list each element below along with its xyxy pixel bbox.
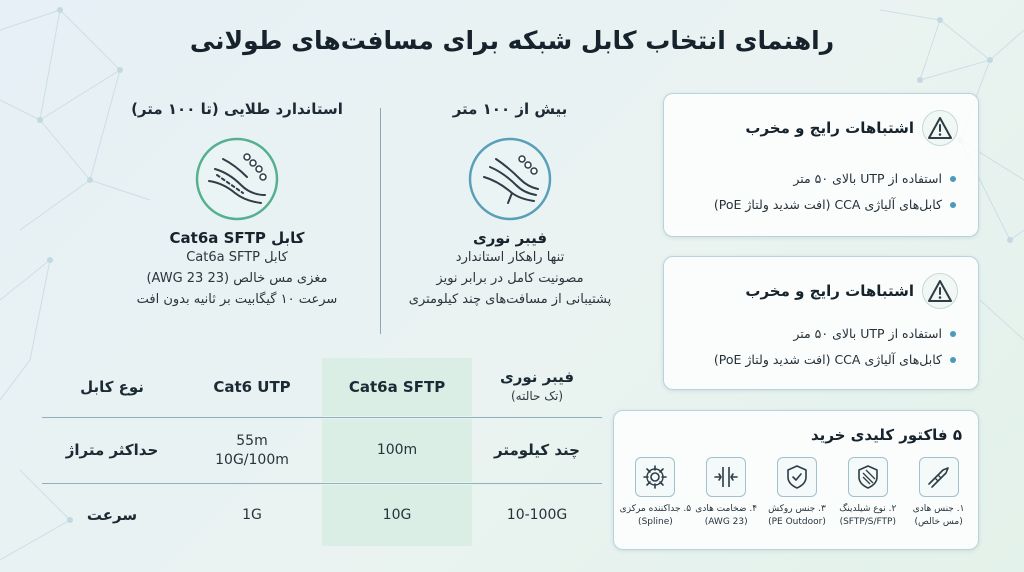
factor-item: [832, 457, 903, 545]
cell-cat6a: 10G: [322, 485, 472, 546]
factor-label: ۴. ضخامت هادی: [695, 504, 758, 514]
bullet-dot: [950, 331, 956, 337]
fiber-line: تنها راهکار استاندارد: [455, 250, 565, 265]
list-item-text: استفاده از UTP بالای ۵۰ متر: [793, 171, 942, 186]
factor-label: ۱. جنس هادی: [912, 504, 965, 514]
header-cat6a: Cat6a SFTP: [322, 358, 472, 416]
cell-cat6: 1G: [242, 507, 262, 523]
list-item: [714, 347, 956, 373]
factor-item: [903, 457, 974, 545]
factor-item: [620, 457, 691, 545]
header-fiber-sub: (تک حالته): [510, 389, 564, 403]
thickness-icon: [706, 457, 746, 497]
mistakes-card: [663, 93, 979, 237]
fiber-name: فیبر نوری: [472, 229, 548, 247]
factor-sublabel: (SFTP/S/FTP): [839, 517, 896, 527]
table-header-row: [42, 358, 602, 416]
shield-check-icon: [777, 457, 817, 497]
list-item: [714, 321, 956, 347]
cell-cat6-line2: 10G/100m: [215, 451, 289, 468]
list-item: [714, 166, 956, 192]
cat6a-heading: استاندارد طلایی (تا ۱۰۰ متر): [131, 100, 343, 118]
cat6a-name: کابل Cat6a SFTP: [169, 229, 305, 247]
card-title: اشتباهات رایج و مخرب: [745, 119, 914, 137]
page-title: راهنمای انتخاب کابل شبکه برای مسافت‌های طولانی: [189, 26, 835, 55]
cell-fiber: چند کیلومتر: [494, 441, 580, 459]
cat6a-column: [112, 100, 362, 310]
shield-stripes-icon: [848, 457, 888, 497]
card-title: اشتباهات رایج و مخرب: [745, 282, 914, 300]
fiber-heading: بیش از ۱۰۰ متر: [452, 100, 568, 118]
table-divider: [42, 417, 602, 418]
conductor-icon: [919, 457, 959, 497]
row-label: سرعت: [86, 506, 138, 524]
column-divider: [380, 108, 381, 334]
list-item-text: استفاده از UTP بالای ۵۰ متر: [793, 326, 942, 341]
bullet-dot: [950, 357, 956, 363]
cat6a-line: سرعت ۱۰ گیگابیت بر ثانیه بدون افت: [136, 292, 338, 307]
factor-label: ۳. جنس روکش: [768, 504, 826, 514]
header-cable-type: نوع کابل: [80, 377, 144, 396]
factor-label: ۵. جداکننده مرکزی: [619, 504, 692, 514]
cat6a-line: مغزی مس خالص (23 AWG 23): [146, 271, 328, 286]
cell-cat6-line1: 55m: [236, 432, 268, 449]
table-row: [42, 419, 602, 482]
factor-item: [691, 457, 762, 545]
list-item-text: کابل‌های آلیاژی CCA (افت شدید ولتاژ PoE): [713, 197, 942, 212]
bullet-dot: [950, 202, 956, 208]
factor-label: ۲. نوع شیلدینگ: [839, 504, 897, 514]
card-title: ۵ فاکتور کلیدی خرید: [811, 426, 962, 444]
mistakes-card: [663, 256, 979, 390]
list-item: [714, 192, 956, 218]
header-fiber: [472, 358, 602, 416]
cell-fiber: 10-100G: [506, 507, 568, 523]
warning-icon: [922, 110, 958, 146]
factor-sublabel: (PE Outdoor): [768, 517, 826, 527]
fiber-line: مصونیت کامل در برابر نویز: [436, 271, 584, 286]
fiber-column: [385, 100, 635, 310]
card-header: [745, 110, 958, 146]
header-cat6: Cat6 UTP: [213, 377, 291, 396]
gear-icon: [635, 457, 675, 497]
row-label: حداکثر متراژ: [65, 441, 159, 459]
table-row: [42, 485, 602, 546]
cat6a-cable-icon: [195, 137, 279, 221]
fiber-cable-icon: [468, 137, 552, 221]
header-fiber-label: فیبر نوری: [499, 368, 575, 386]
factors-row: [620, 457, 974, 545]
cell-cat6a: 100m: [322, 419, 472, 482]
key-factors-card: [613, 410, 979, 550]
factor-sublabel: (Spline): [638, 517, 673, 527]
card-header: [745, 273, 958, 309]
bullet-dot: [950, 176, 956, 182]
cell-cat6: [182, 419, 322, 482]
table-divider: [42, 483, 602, 484]
comparison-table: [42, 358, 602, 546]
factor-item: [762, 457, 833, 545]
factor-sublabel: (مس خالص): [914, 517, 963, 527]
warning-icon: [922, 273, 958, 309]
mistakes-list: [714, 321, 956, 373]
factor-sublabel: (23 AWG): [704, 517, 748, 527]
fiber-line: پشتیبانی از مسافت‌های چند کیلومتری: [408, 292, 612, 307]
mistakes-list: [714, 166, 956, 218]
list-item-text: کابل‌های آلیاژی CCA (افت شدید ولتاژ PoE): [713, 352, 942, 367]
cat6a-line: کابل Cat6a SFTP: [186, 250, 288, 265]
